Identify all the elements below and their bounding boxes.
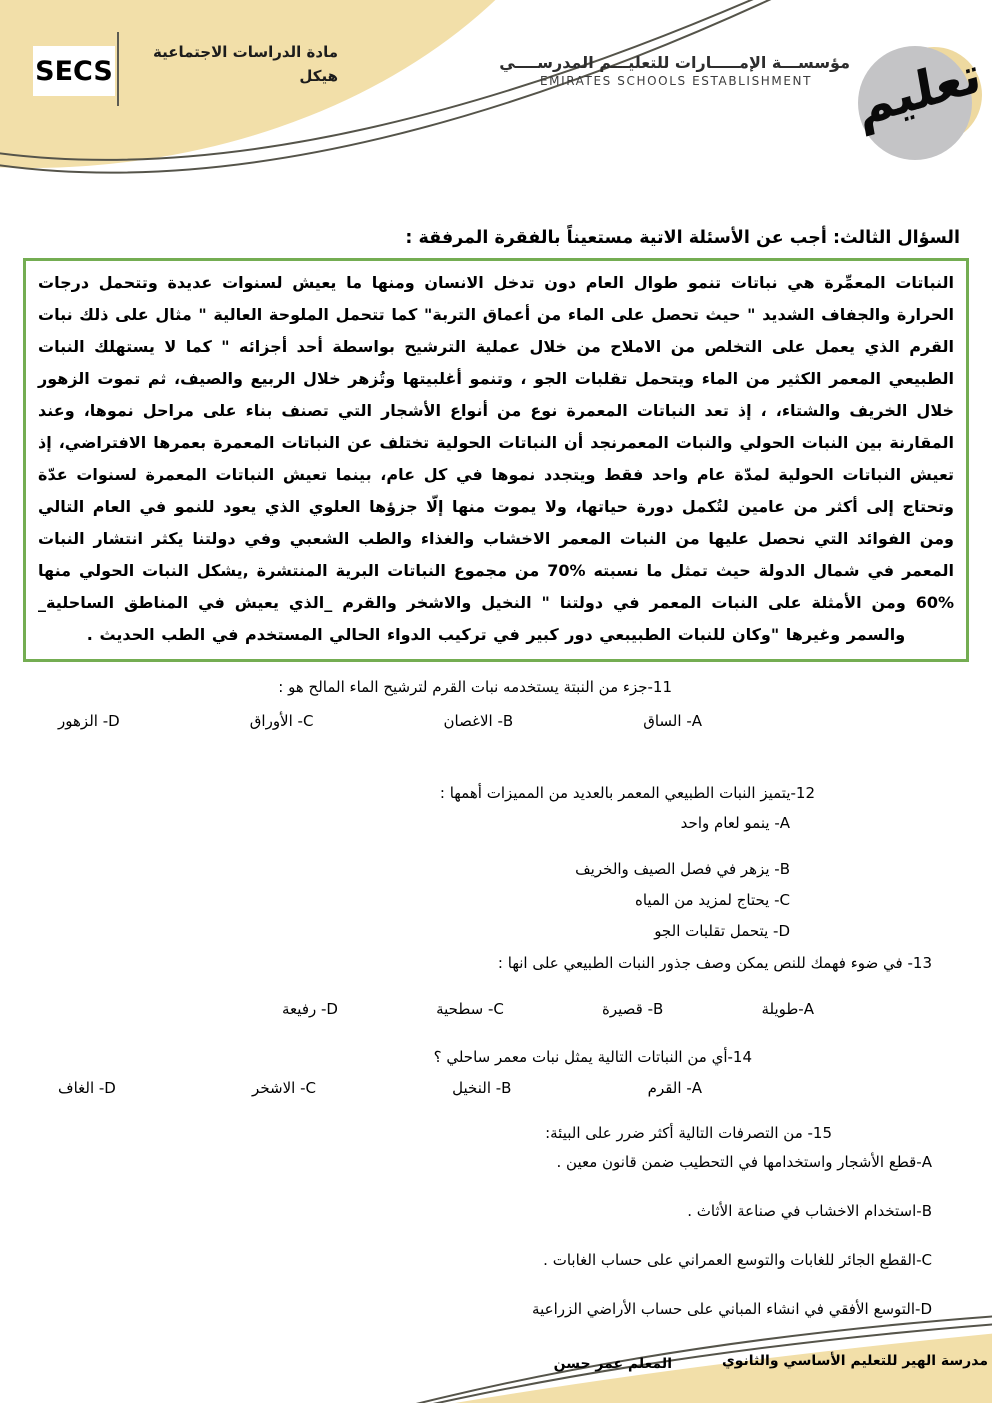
question-11-option-b: B- الاغصان <box>443 712 514 730</box>
question-11-options <box>58 710 702 732</box>
question-12-option-b: B- يزهر في فصل الصيف والخريف <box>575 860 790 878</box>
question-13-option-c: C- سطحية <box>436 1000 504 1018</box>
organization-name-english: EMIRATES SCHOOLS ESTABLISHMENT <box>539 74 813 88</box>
question-15-option-b: B-استخدام الاخشاب في صناعة الأثاث . <box>687 1202 932 1220</box>
worksheet-content <box>0 228 992 1347</box>
question-14-text: 14-أي من النباتات التالية يمثل نبات معمر ساحلي ؟ <box>433 1048 752 1066</box>
question-12-option-c: C- يحتاج لمزيد من المياه <box>635 891 790 909</box>
question-13-text: 13- في ضوء فهمك للنص يمكن وصف جذور النبات الطبيعي على انها : <box>497 954 932 972</box>
question-14-option-c: C- الاشخر <box>252 1079 316 1097</box>
question-12-options <box>0 812 790 942</box>
question-15-options <box>0 1151 932 1320</box>
taleem-logo <box>852 40 984 172</box>
question-14-option-b: B- النخيل <box>452 1079 512 1097</box>
subject-name: مادة الدراسات الاجتماعية <box>153 43 338 61</box>
question-15-option-c: C-القطع الجائر للغابات والتوسع العمراني على حساب الغابات . <box>543 1251 932 1269</box>
question-15-text: 15- من التصرفات التالية أكثر ضرر على البيئة: <box>545 1124 832 1142</box>
question-12-option-a: A- ينمو لعام واحد <box>680 814 790 832</box>
question-11-text: 11-جزء من النبتة يستخدمه نبات القرم لترشيح الماء المالح هو : <box>278 678 672 696</box>
question-15-option-a: A-قطع الأشجار واستخدامها في التحطيب ضمن قانون معين . <box>556 1153 932 1171</box>
question-11-option-a: A- الساق <box>643 712 702 730</box>
question-14-option-a: A- القرم <box>647 1079 702 1097</box>
question-section-title: السؤال الثالث: أجب عن الأسئلة الاتية مستعيناً بالفقرة المرفقة : <box>405 228 960 248</box>
header-curve-graphic <box>0 0 992 235</box>
question-14-option-d: D- الغاف <box>58 1079 116 1097</box>
subject-track: هيكل <box>299 67 338 85</box>
question-14-options <box>58 1077 702 1099</box>
teacher-name: المعلم عمر حسن <box>553 1356 672 1372</box>
school-name: مدرسة الهير للتعليم الأساسي والثانوي <box>721 1353 988 1369</box>
passage-box <box>23 258 969 662</box>
header-divider-line <box>117 32 119 106</box>
secs-badge <box>33 46 115 96</box>
secs-badge-text: SECS <box>35 55 113 87</box>
question-15-option-d: D-التوسع الأفقي في انشاء المباني على حساب الأراضي الزراعية <box>532 1300 932 1318</box>
organization-block <box>499 53 850 88</box>
passage-text: النباتات المعمِّرة هي نباتات تنمو طوال العام دون تدخل الانسان ومنها ما يعيش لسنوات عديدة وتتحمل درجات الحرارة والجفاف الشديد " حيث تحصل على الماء من أعماق التربة" كما تتحمل الملوحة العالية " مثال على ذلك نبات القرم الذي يعمل على التخلص من الاملاح من خلال عملية الترشيح بواسطة أحد أجزائه " كما لا يستهلك النبات الطبيعي المعمر الكثير من الماء ويتحمل تقلبات الجو ، وتنمو أغلبيتها وتُزهر خلال الربيع والصيف، ثم تموت الزهور خلال الخريف والشتاء، ، إذ تعد النباتات المعمرة نوع من أنواع الأشجار التي تصنف بناء على مراحل نموها، وعند المقارنة بين النبات الحولي والنبات المعمرنجد أن النباتات الحولية تختلف عن النباتات المعمرة بعمرها الافتراضي، إذ تعيش النباتات الحولية لمدّة عام واحد فقط ويتجدد نموها في كل عام، بينما تعيش النباتات المعمرة لسنوات عدّة وتحتاج إلى أكثر من عامين لتُكمل دورة حياتها، ولا يموت منها إلّا جزؤها العلوي الذي يعود للنمو في العام التالي ومن الفوائد التي نحصل عليها من النبات المعمر الاخشاب والغذاء والطب الشعبي وفي دولتنا يكثر انتشار النبات المعمر في شمال الدولة حيث تمثل ما نسبته %70 من مجموع النباتات البرية المنتشرة ,يشكل النبات الحولي منها %60 ومن الأمثلة على النبات المعمر في دولتنا " النخيل والاشخر والقرم _الذي يعيش في المناطق الساحلية_ والسمر وغيرها "وكان للنبات الطبيبعي دور كبير في تركيب الدواء الحالي المستخدم في الطب الحديث . <box>38 273 955 644</box>
organization-name-arabic: مؤسســـة الإمـــــارات للتعليـــم المدرســــي <box>499 53 850 72</box>
question-12-option-d: D- يتحمل تقلبات الجو <box>654 922 790 940</box>
question-13-option-a: A-طويلة <box>761 1000 814 1018</box>
question-13-option-b: B- قصيرة <box>602 1000 664 1018</box>
question-11-option-d: D- الزهور <box>58 712 120 730</box>
question-12-text: 12-يتميز النبات الطبيعي المعمر بالعديد من المميزات أهمها : <box>439 784 815 802</box>
question-13-option-d: D- رفيعة <box>282 1000 338 1018</box>
question-13-options <box>282 998 814 1020</box>
question-11-option-c: C- الأوراق <box>249 712 314 730</box>
logo-calligraphy: تعليم <box>852 44 986 138</box>
subject-block <box>126 40 338 88</box>
